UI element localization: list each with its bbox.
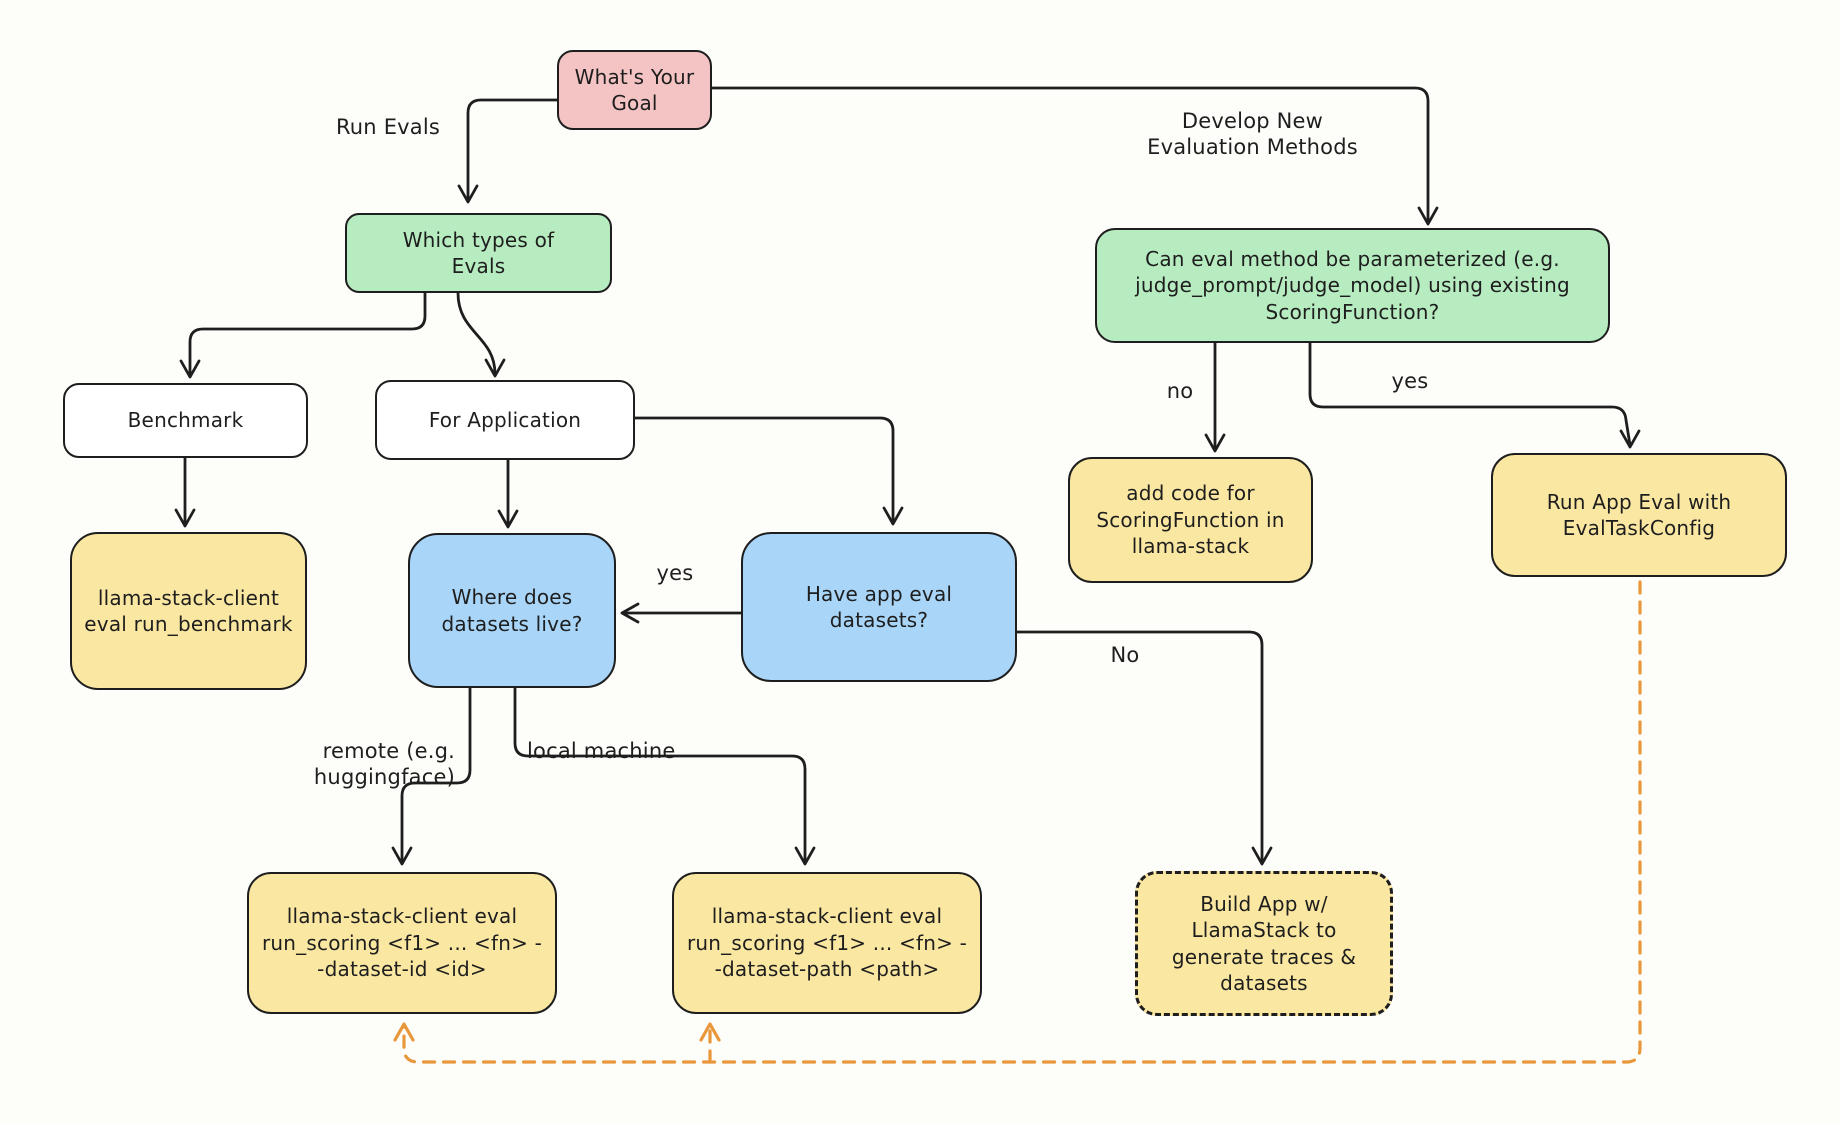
node-whats-your-goal — [557, 50, 712, 130]
edge-label-no-have-datasets: No — [1110, 643, 1140, 667]
node-label: Have app eval datasets? — [805, 581, 953, 632]
node-label: Build App w/ LlamaStack to generate traces & datasets — [1171, 891, 1357, 995]
edge-goal-to-which-types — [459, 100, 557, 202]
node-benchmark — [63, 383, 308, 458]
edge-have-datasets-yes-to-where-datasets — [622, 604, 741, 622]
node-label: Can eval method be parameterized (e.g. judge_prompt/judge_model) using existing ScoringFunction? — [1135, 246, 1570, 324]
node-label: For Application — [428, 407, 582, 432]
node-run-scoring-dataset-id — [247, 872, 557, 1014]
node-where-does-datasets-live — [408, 533, 616, 688]
node-which-types-of-evals — [345, 213, 612, 293]
node-label: Where does datasets live? — [441, 585, 583, 636]
node-add-code-for-scoringfunction — [1068, 457, 1313, 583]
edge-label-yes-parameterize: yes — [1391, 369, 1429, 393]
edge-label-yes-have-datasets: yes — [656, 561, 694, 585]
node-label: llama-stack-client eval run_scoring <f1> ... <fn> --dataset-id <id> — [262, 904, 543, 982]
node-have-app-eval-datasets — [741, 532, 1017, 682]
edge-for-application-to-where-datasets — [499, 460, 517, 527]
edge-which-types-to-for-application — [458, 293, 504, 376]
node-label: add code for ScoringFunction in llama-stack — [1096, 481, 1285, 559]
node-label: llama-stack-client eval run_scoring <f1> ... <fn> --dataset-path <path> — [687, 904, 968, 982]
edge-label-run-evals: Run Evals — [335, 115, 441, 139]
node-label: llama-stack-client eval run_benchmark — [84, 585, 293, 636]
node-label: Benchmark — [127, 408, 244, 433]
node-label: Which types of Evals — [402, 227, 555, 278]
edge-can-parameterize-yes-to-run-app-eval — [1310, 343, 1639, 447]
edge-label-no-parameterize: no — [1166, 379, 1194, 403]
node-can-eval-method-be-parameterized — [1095, 228, 1610, 343]
edge-label-remote-huggingface: remote (e.g. huggingface) — [313, 739, 455, 790]
edge-label-local-machine: local machine — [527, 739, 676, 763]
edge-which-types-to-benchmark — [181, 293, 425, 377]
edge-benchmark-to-run-benchmark — [176, 458, 194, 526]
node-label: What's Your Goal — [574, 64, 695, 115]
edge-for-application-to-have-datasets — [635, 418, 902, 524]
node-build-app-with-llamastack — [1135, 871, 1393, 1016]
node-run-app-eval-with-evaltaskconfig — [1491, 453, 1787, 577]
node-label: Run App Eval with EvalTaskConfig — [1546, 489, 1732, 540]
node-for-application — [375, 380, 635, 460]
edge-label-develop-new-evaluation-methods: Develop New Evaluation Methods — [1147, 109, 1358, 160]
node-run-scoring-dataset-path — [672, 872, 982, 1014]
edge-where-datasets-local-to-run-scoring-path — [515, 688, 814, 864]
node-run-benchmark-command — [70, 532, 307, 690]
